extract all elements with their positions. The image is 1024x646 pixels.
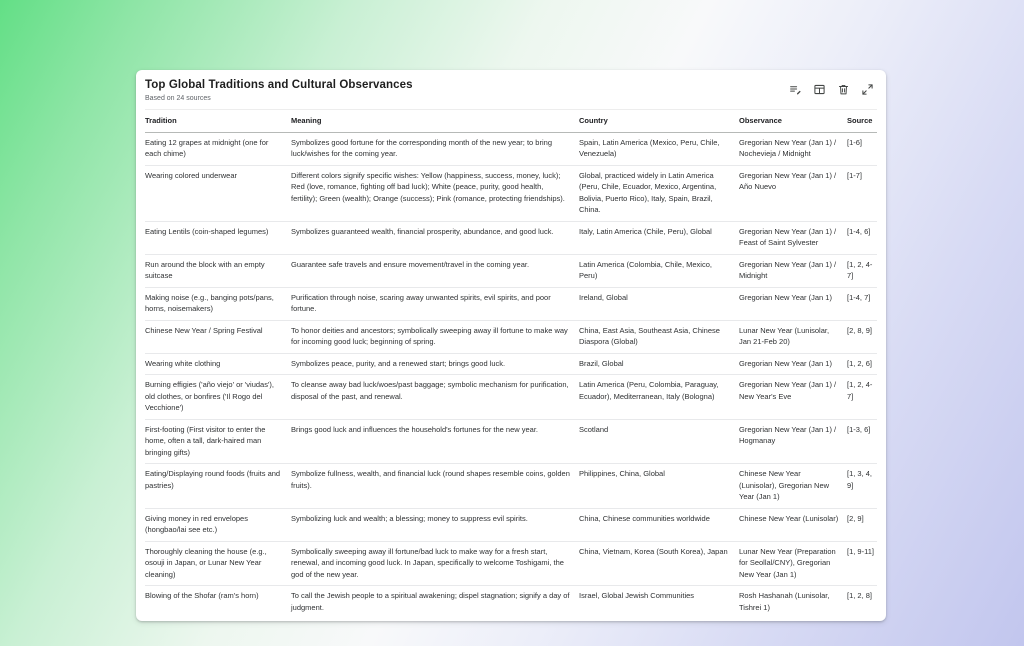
title-block: [145, 79, 413, 102]
cell-source: [1, 3, 4, 9]: [847, 464, 877, 509]
cell-observance: Gregorian New Year (Jan 1) / Año Nuevo: [739, 165, 847, 221]
cell-tradition: Eating/Displaying round foods (fruits and pastries): [145, 464, 291, 509]
cell-observance: Gregorian New Year (Jan 1) / New Year's Eve: [739, 375, 847, 420]
expand-icon: [861, 83, 874, 96]
cell-meaning: Symbolizes peace, purity, and a renewed start; brings good luck.: [291, 353, 579, 375]
cell-observance: Rosh Hashanah (Lunisolar, Tishrei 1): [739, 586, 847, 619]
cell-source: [1-3, 6]: [847, 419, 877, 464]
cell-country: China, Vietnam, Korea (South Korea), Japan: [579, 541, 739, 586]
table-body: [145, 132, 877, 618]
cell-meaning: Symbolizes good fortune for the corresponding month of the new year; to bring luck/wishes for the coming year.: [291, 137, 552, 159]
delete-table-button[interactable]: [836, 82, 850, 96]
cell-tradition: Run around the block with an empty suitcase: [145, 254, 291, 287]
table-toolbar: [788, 79, 877, 96]
cell-country: Scotland: [579, 419, 739, 464]
cell-observance: Chinese New Year (Lunisolar), Gregorian New Year (Jan 1): [739, 464, 847, 509]
cell-tradition: Chinese New Year / Spring Festival: [145, 320, 291, 353]
sources-count-label: Based on 24 sources: [145, 95, 211, 102]
cell-country: Global, practiced widely in Latin America (Peru, Chile, Ecuador, Mexico, Argentina, Bolivia, Puerto Rico), Italy, Spain, Brazil, China.: [579, 165, 739, 221]
expand-table-button[interactable]: [860, 82, 874, 96]
column-header-country: Country: [579, 110, 739, 133]
cell-observance: Gregorian New Year (Jan 1) / Midnight: [739, 254, 847, 287]
cell-meaning: To cleanse away bad luck/woes/past baggage; symbolic mechanism for purification, disposal of the past, and renewal.: [291, 375, 579, 420]
cell-country: China, East Asia, Southeast Asia, Chinese Diaspora (Global): [579, 320, 739, 353]
page-title: Top Global Traditions and Cultural Observances: [145, 79, 413, 91]
cell-country: Brazil, Global: [579, 353, 739, 375]
table-row: [145, 541, 877, 586]
cell-meaning: Symbolizing luck and wealth; a blessing; money to suppress evil spirits.: [291, 508, 579, 541]
cell-observance: Gregorian New Year (Jan 1) / Hogmanay: [739, 419, 847, 464]
table-icon: [813, 83, 826, 96]
cell-meaning: Brings good luck and influences the household's fortunes for the new year.: [291, 419, 579, 464]
cell-observance: Gregorian New Year (Jan 1) / Nochevieja / Midnight: [739, 137, 837, 159]
export-to-sheets-button[interactable]: [812, 82, 826, 96]
cell-source: [1, 2, 4-7]: [847, 254, 877, 287]
card-header: [145, 70, 877, 109]
cell-meaning: To call the Jewish people to a spiritual awakening; dispel stagnation; signify a day of judgment.: [291, 586, 579, 619]
table-row: [145, 353, 877, 375]
cell-tradition: Eating Lentils (coin-shaped legumes): [145, 221, 291, 254]
cell-tradition: Making noise (e.g., banging pots/pans, horns, noisemakers): [145, 287, 291, 320]
cell-source: [1, 2, 6]: [847, 353, 877, 375]
traditions-table: [145, 109, 877, 618]
cell-tradition: Burning effigies ('año viejo' or 'viudas'), old clothes, or bonfires ('Il Rogo del Vecchione'): [145, 375, 291, 420]
cell-meaning: To honor deities and ancestors; symbolically sweeping away ill fortune to make way for incoming good luck; beginning of spring.: [291, 320, 579, 353]
table-row: [145, 165, 877, 221]
cell-source: [1-4, 6]: [847, 221, 877, 254]
cell-observance: Chinese New Year (Lunisolar): [739, 508, 847, 541]
edit-note-icon: [789, 83, 802, 96]
cell-source: [1, 2, 4-7]: [847, 375, 877, 420]
column-header-observance: Observance: [739, 110, 847, 133]
cell-observance: Gregorian New Year (Jan 1): [739, 353, 847, 375]
cell-source: [1-7]: [847, 165, 877, 221]
cell-observance: Gregorian New Year (Jan 1) / Feast of Saint Sylvester: [739, 221, 847, 254]
column-header-tradition: Tradition: [145, 110, 291, 133]
cell-country: Italy, Latin America (Chile, Peru), Global: [579, 221, 739, 254]
cell-meaning: Symbolizes guaranteed wealth, financial prosperity, abundance, and good luck.: [291, 221, 579, 254]
table-row: [145, 419, 877, 464]
cell-observance: Lunar New Year (Lunisolar, Jan 21-Feb 20): [739, 320, 847, 353]
cell-source: [1, 9-11]: [847, 541, 877, 586]
table-header-row: [145, 110, 877, 133]
cell-tradition: First-footing (First visitor to enter the home, often a tall, dark-haired man bringing gifts): [145, 419, 291, 464]
cell-source: [1-4, 7]: [847, 287, 877, 320]
cell-tradition: Wearing white clothing: [145, 353, 291, 375]
cell-tradition: Eating 12 grapes at midnight (one for each chime): [145, 137, 269, 159]
cell-tradition: Giving money in red envelopes (hongbao/lai see etc.): [145, 508, 291, 541]
cell-tradition: Blowing of the Shofar (ram's horn): [145, 586, 291, 619]
table-row: [145, 132, 877, 165]
cell-meaning: Purification through noise, scaring away unwanted spirits, evil spirits, and poor fortune.: [291, 287, 579, 320]
cell-source: [1, 2, 8]: [847, 586, 877, 619]
cell-country: Philippines, China, Global: [579, 464, 739, 509]
cell-country: Ireland, Global: [579, 287, 739, 320]
column-header-meaning: Meaning: [291, 110, 579, 133]
cell-meaning: Different colors signify specific wishes: Yellow (happiness, success, money, luck); Red (love, romance, fighting off bad luck); White (peace, purity, good health, fertility); Green (wealth); Orange (success); Pink (romance, protecting friendships).: [291, 165, 579, 221]
cell-meaning: Symbolically sweeping away ill fortune/bad luck to make way for a fresh start, renewal, and incoming good luck. In Japan, specifically to welcome Toshigami, the god of the new year.: [291, 541, 579, 586]
table-row: [145, 464, 877, 509]
table-row: [145, 287, 877, 320]
table-row: [145, 221, 877, 254]
cell-tradition: Thoroughly cleaning the house (e.g., osouji in Japan, or Lunar New Year cleaning): [145, 541, 291, 586]
trash-icon: [837, 83, 850, 96]
cell-source: [2, 8, 9]: [847, 320, 877, 353]
edit-table-button[interactable]: [788, 82, 802, 96]
table-row: [145, 375, 877, 420]
cell-meaning: Symbolize fullness, wealth, and financial luck (round shapes resemble coins, golden fruits).: [291, 464, 579, 509]
cell-observance: Lunar New Year (Preparation for Seollal/CNY), Gregorian New Year (Jan 1): [739, 541, 847, 586]
cell-source: [1-6]: [847, 137, 863, 147]
table-row: [145, 320, 877, 353]
table-row: [145, 254, 877, 287]
cell-meaning: Guarantee safe travels and ensure movement/travel in the coming year.: [291, 254, 579, 287]
traditions-table-card: [136, 70, 886, 621]
cell-country: Spain, Latin America (Mexico, Peru, Chile, Venezuela): [579, 137, 720, 159]
cell-country: Israel, Global Jewish Communities: [579, 586, 739, 619]
cell-country: Latin America (Peru, Colombia, Paraguay, Ecuador), Mediterranean, Italy (Bologna): [579, 375, 739, 420]
cell-tradition: Wearing colored underwear: [145, 165, 291, 221]
table-row: [145, 586, 877, 619]
cell-observance: Gregorian New Year (Jan 1): [739, 287, 847, 320]
cell-country: China, Chinese communities worldwide: [579, 508, 739, 541]
column-header-source: Source: [847, 110, 877, 133]
cell-country: Latin America (Colombia, Chile, Mexico, Peru): [579, 254, 739, 287]
table-row: [145, 508, 877, 541]
cell-source: [2, 9]: [847, 508, 877, 541]
